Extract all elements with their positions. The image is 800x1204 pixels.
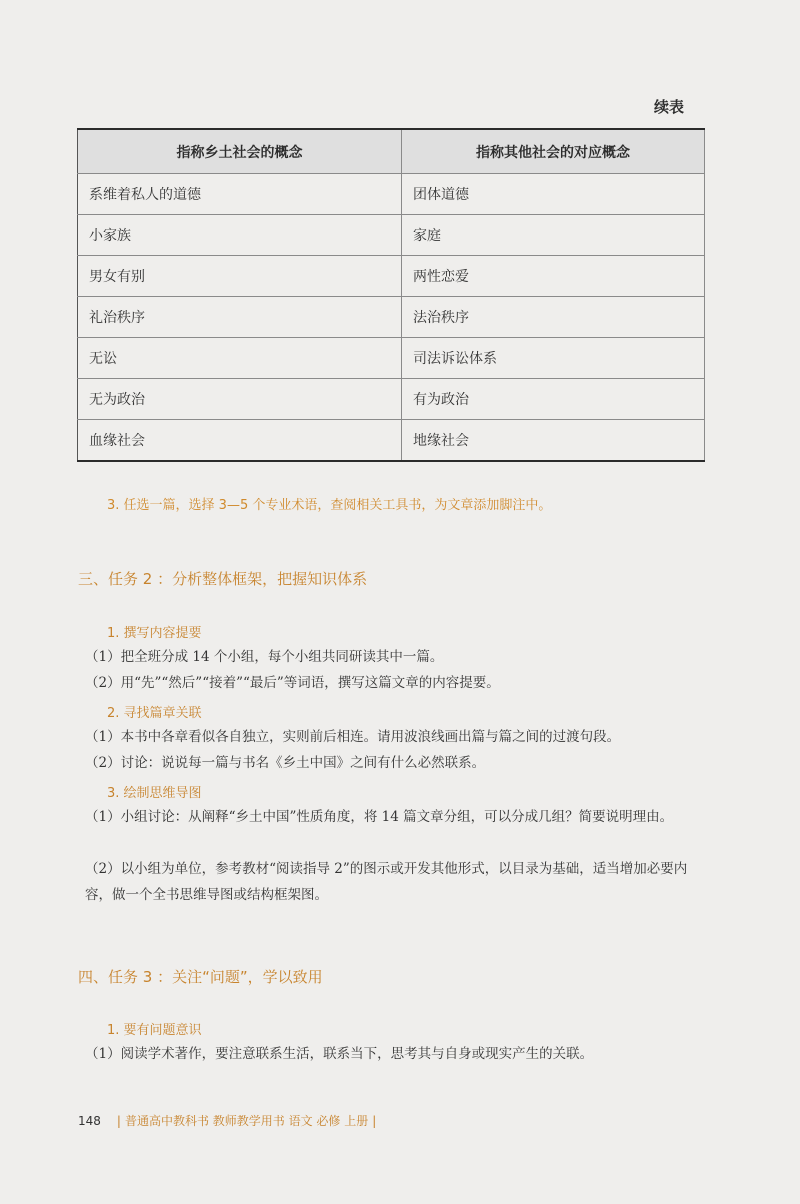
table-cell: 小家族 — [78, 215, 402, 256]
table-cell: 礼治秩序 — [78, 297, 402, 338]
table-cell: 团体道德 — [402, 174, 705, 215]
subheading-mind-map: 3. 绘制思维导图 — [107, 786, 202, 801]
footer-divider: | — [116, 1114, 121, 1128]
subheading-chapter-links: 2. 寻找篇章关联 — [107, 706, 202, 721]
paragraph: （1）阅读学术著作，要注意联系生活，联系当下，思考其与自身或现实产生的关联。 — [85, 1046, 594, 1062]
table-row — [78, 215, 705, 256]
table-row — [78, 379, 705, 420]
table-row — [78, 338, 705, 379]
section-heading-task2: 三、任务 2 ：分析整体框架，把握知识体系 — [78, 570, 368, 588]
table-cell: 司法诉讼体系 — [402, 338, 705, 379]
continued-table-label: 续表 — [653, 98, 684, 116]
table-cell: 有为政治 — [402, 379, 705, 420]
table-cell: 系维着私人的道德 — [78, 174, 402, 215]
paragraph: （2）以小组为单位，参考教材“阅读指导 2”的图示或开发其他形式，以目录为基础，适当增加必要内容，做一个全书思维导图或结构框架图。 — [85, 861, 688, 903]
subheading-problem-awareness: 1. 要有问题意识 — [107, 1023, 202, 1038]
table-cell: 无讼 — [78, 338, 402, 379]
paragraph: （2）用“先”“然后”“接着”“最后”等词语，撰写这篇文章的内容提要。 — [85, 675, 500, 691]
subheading-summary: 1. 撰写内容提要 — [107, 626, 202, 641]
paragraph: （1）本书中各章看似各自独立，实则前后相连。请用波浪线画出篇与篇之间的过渡句段。 — [85, 729, 621, 745]
table-cell: 家庭 — [402, 215, 705, 256]
footer-divider: | — [372, 1114, 377, 1128]
table-cell: 两性恋爱 — [402, 256, 705, 297]
table-cell: 无为政治 — [78, 379, 402, 420]
table-header-other: 指称其他社会的对应概念 — [402, 129, 705, 174]
page-number: 148 — [78, 1114, 101, 1128]
paragraph: （1）把全班分成 14 个小组，每个小组共同研读其中一篇。 — [85, 649, 444, 665]
paragraph: （2）讨论：说说每一篇与书名《乡土中国》之间有什么必然联系。 — [85, 755, 486, 771]
task-note: 3. 任选一篇，选择 3—5 个专业术语，查阅相关工具书，为文章添加脚注中。 — [107, 498, 552, 513]
concept-table — [77, 128, 705, 462]
book-title: 普通高中教科书 教师教学用书 语文 必修 上册 — [124, 1114, 369, 1128]
table-row — [78, 256, 705, 297]
table-header-row — [78, 129, 705, 174]
table-cell: 血缘社会 — [78, 420, 402, 462]
table-row — [78, 297, 705, 338]
table-row — [78, 420, 705, 462]
table-header-rural: 指称乡土社会的概念 — [78, 129, 402, 174]
section-heading-task3: 四、任务 3 ：关注“问题”，学以致用 — [78, 968, 323, 986]
table-cell: 法治秩序 — [402, 297, 705, 338]
table-row — [78, 174, 705, 215]
table-cell: 地缘社会 — [402, 420, 705, 462]
paragraph: （1）小组讨论：从阐释“乡土中国”性质角度，将 14 篇文章分组，可以分成几组？简要说明理由。 — [85, 809, 674, 825]
table-cell: 男女有别 — [78, 256, 402, 297]
page-footer — [78, 1112, 380, 1129]
